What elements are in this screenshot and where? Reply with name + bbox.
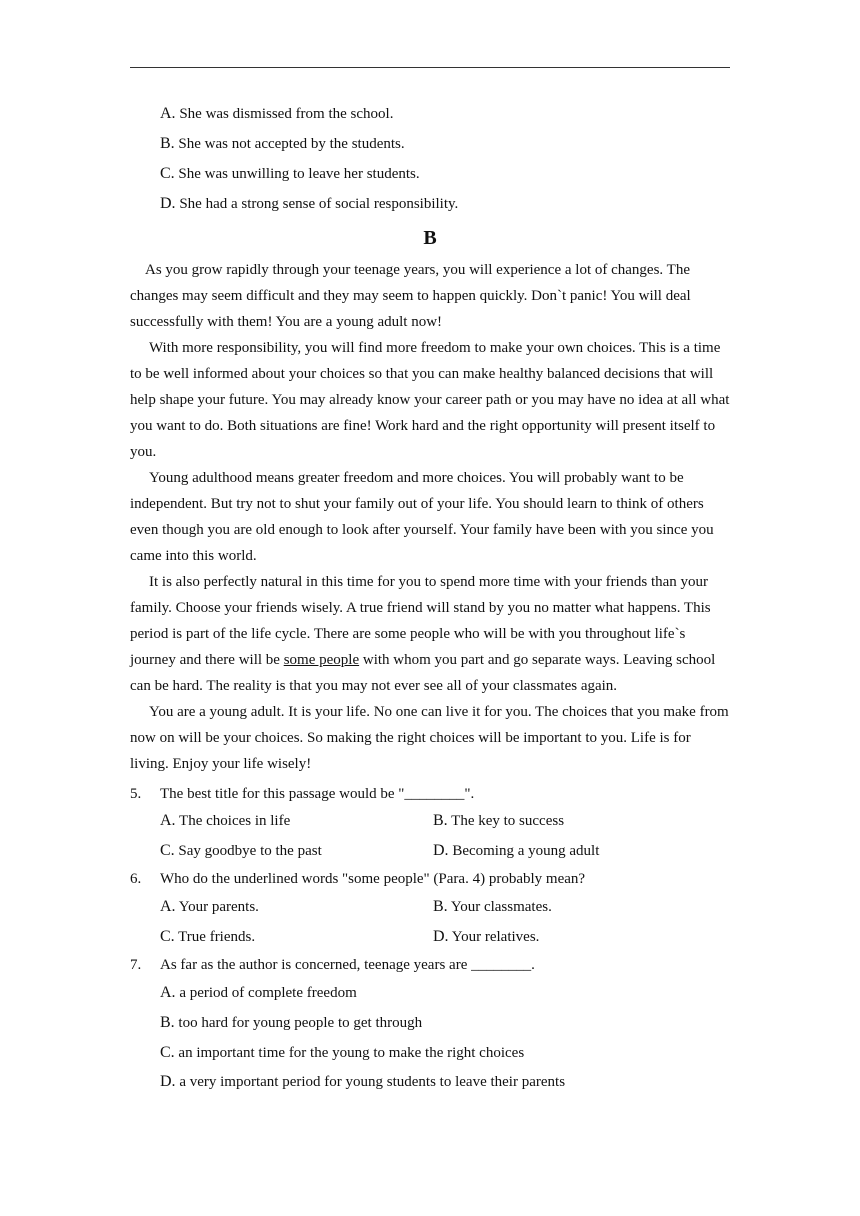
option-text: Say goodbye to the past	[178, 843, 322, 859]
option-letter: B.	[433, 898, 448, 915]
question-6-option-b	[433, 897, 552, 917]
question-number: 5.	[130, 786, 142, 802]
question-7-option-b	[160, 1013, 422, 1033]
question-stem: The best title for this passage would be "________".	[160, 786, 475, 802]
option-letter: A.	[160, 105, 176, 122]
option-text: The choices in life	[179, 813, 291, 829]
section-heading: B	[423, 227, 437, 249]
option-letter: D.	[160, 195, 176, 212]
passage-paragraph-5: You are a young adult. It is your life. No one can live it for you. The choices that you make from now on will be your choices. So making the right choices will be important to you. Life is for living. Enjoy your life wisely!	[130, 704, 729, 772]
option-text: Your classmates.	[450, 899, 552, 915]
question-5-option-c	[160, 841, 322, 861]
option-letter: A.	[160, 984, 176, 1001]
option-letter: B.	[160, 135, 175, 152]
option-letter: B.	[160, 1014, 175, 1031]
question-5-option-a	[160, 811, 290, 831]
question-5-option-b	[433, 811, 564, 831]
option-letter: C.	[160, 842, 175, 859]
option-text: True friends.	[178, 929, 256, 945]
prev-option-c	[160, 164, 420, 184]
option-text: a very important period for young students to leave their parents	[179, 1074, 566, 1090]
question-7-option-a	[160, 983, 357, 1003]
option-text: The key to success	[451, 813, 565, 829]
option-letter: D.	[160, 1073, 176, 1090]
question-5-option-d	[433, 841, 599, 861]
option-text: an important time for the young to make the right choices	[178, 1045, 525, 1061]
option-text: too hard for young people to get through	[178, 1015, 423, 1031]
option-text: She was dismissed from the school.	[179, 106, 394, 122]
question-6-option-c	[160, 927, 255, 947]
prev-option-d	[160, 194, 458, 214]
option-text: a period of complete freedom	[179, 985, 357, 1001]
question-number: 7.	[130, 957, 142, 973]
option-letter: B.	[433, 812, 448, 829]
option-letter: D.	[433, 928, 449, 945]
underlined-words: some people	[283, 652, 360, 668]
question-6-option-a	[160, 897, 259, 917]
option-text: Becoming a young adult	[452, 843, 600, 859]
option-text: She had a strong sense of social responsibility.	[179, 196, 459, 212]
question-7-option-d	[160, 1072, 565, 1092]
option-letter: C.	[160, 928, 175, 945]
option-text: Your relatives.	[451, 929, 540, 945]
option-letter: D.	[433, 842, 449, 859]
question-number: 6.	[130, 871, 142, 887]
prev-option-b	[160, 134, 405, 154]
question-stem: As far as the author is concerned, teenage years are ________.	[160, 957, 535, 973]
reading-passage	[130, 257, 730, 777]
passage-paragraph-4	[130, 569, 730, 699]
passage-paragraph-2: With more responsibility, you will find more freedom to make your own choices. This is a time to be well informed about your choices so that you can make healthy balanced decisions that will help shape your future. You may already know your career path or you may have no idea at all what you want to do. Both situations are fine! Work hard and the right opportunity will present itself to you.	[130, 340, 730, 460]
passage-paragraph-1: As you grow rapidly through your teenage years, you will experience a lot of changes. The changes may seem difficult and they may seem to happen quickly. Donˋt panic! You will deal successfully with them! You are a young adult now!	[130, 262, 691, 330]
prev-option-a	[160, 104, 393, 124]
option-text: She was not accepted by the students.	[178, 136, 405, 152]
option-letter: C.	[160, 1044, 175, 1061]
option-letter: A.	[160, 898, 176, 915]
question-7-option-c	[160, 1043, 524, 1063]
option-text: She was unwilling to leave her students.	[178, 166, 420, 182]
question-stem: Who do the underlined words "some people" (Para. 4) probably mean?	[160, 871, 586, 887]
paragraph-text: It is also perfectly natural in this time for you to spend more time with your friends than your family. Choose your friends wisely. A true friend will stand by you no matter what happens. This period is part of the life cycle. There are some people who will be with you throughout lifeˋs journey and there will be	[130, 574, 711, 668]
passage-paragraph-3: Young adulthood means greater freedom and more choices. You will probably want to be independent. But try not to shut your family out of your life. You should learn to think of others even though you are old enough to look after yourself. Your family have been with you since you came into this world.	[130, 470, 714, 564]
option-letter: C.	[160, 165, 175, 182]
option-letter: A.	[160, 812, 176, 829]
paragraph-text: with whom you part and go separate ways. Leaving school can be hard. The reality is that you may not ever see all of your classmates again.	[130, 652, 716, 694]
option-text: Your parents.	[178, 899, 259, 915]
question-6-option-d	[433, 927, 539, 947]
header-rule	[130, 67, 730, 68]
